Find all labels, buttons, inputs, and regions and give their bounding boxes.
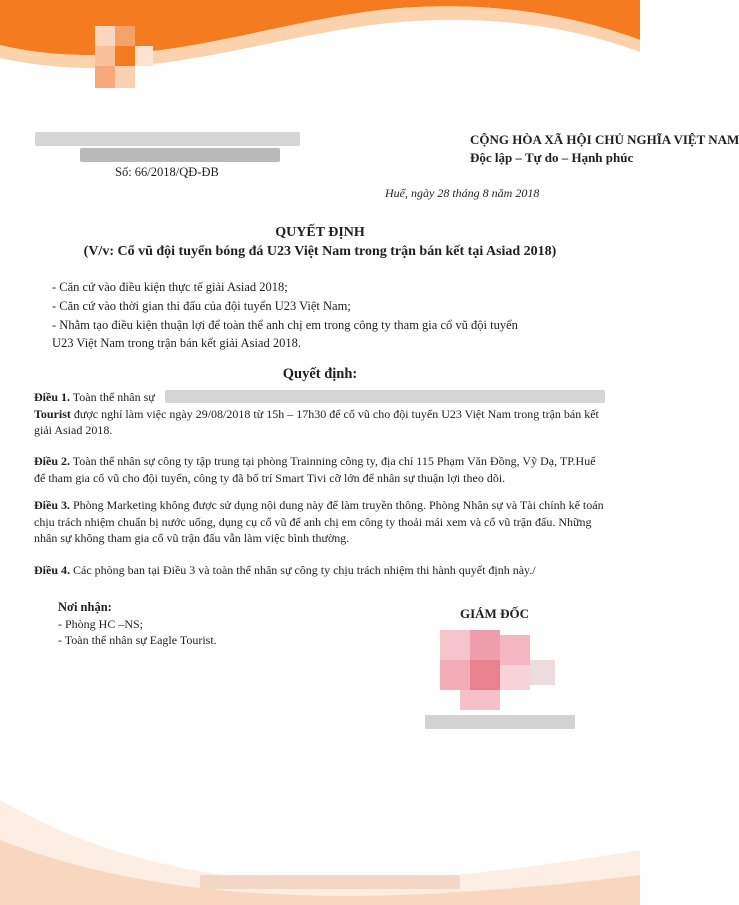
redacted-company-name-article	[165, 390, 605, 403]
basis-line-4: U23 Việt Nam trong trận bán kết giải Asiad 2018.	[52, 336, 301, 350]
article-2	[34, 453, 606, 486]
article-2-text: Toàn thể nhân sự công ty tập trung tại phòng Trainning công ty, địa chỉ 115 Phạm Văn Đồng, Vỹ Dạ, TP.Huế để tham gia cổ vũ cho đội tuyển, công ty đã bố trí Smart Tivi cỡ lớn để nhân sự thuận lợi theo dõi.	[34, 454, 596, 485]
article-4-text: Các phòng ban tại Điều 3 và toàn thể nhân sự công ty chịu trách nhiệm thi hành quyết định này./	[73, 563, 536, 577]
place-date: Huế, ngày 28 tháng 8 năm 2018	[385, 186, 540, 200]
article-1-label: Điều 1.	[34, 390, 70, 404]
article-3-text: Phòng Marketing không được sử dụng nội dung này để làm truyền thông. Phòng Nhân sự và Tài chính kế toán chịu trách nhiệm chuẩn bị nước uống, dụng cụ cổ vũ để anh chị em công ty thoải mái xem và cổ vũ trận đấu. Những nhân sự không tham gia cổ vũ trận đấu vẫn làm việc bình thường.	[34, 498, 604, 545]
article-3	[34, 497, 606, 547]
article-1-bold: Tourist	[34, 406, 71, 421]
signature-stamp	[420, 620, 580, 740]
nation-heading: CỘNG HÒA XÃ HỘI CHỦ NGHĨA VIỆT NAM	[470, 132, 739, 147]
article-4-label: Điều 4.	[34, 563, 70, 577]
decides-heading: Quyết định:	[282, 366, 358, 382]
motto-heading: Độc lập – Tự do – Hạnh phúc	[470, 150, 634, 165]
basis-line-1: - Căn cứ vào điều kiện thực tế giải Asiad 2018;	[52, 280, 288, 294]
recipient-item: - Toàn thể nhân sự Eagle Tourist.	[58, 633, 217, 647]
document-title: QUYẾT ĐỊNH	[275, 225, 365, 240]
document-number: Số: 66/2018/QĐ-ĐB	[115, 165, 219, 179]
redacted-company-name	[35, 132, 300, 146]
article-3-label: Điều 3.	[34, 498, 70, 512]
basis-line-2: - Căn cứ vào thời gian thi đấu của đội tuyển U23 Việt Nam;	[52, 299, 351, 313]
article-2-label: Điều 2.	[34, 454, 70, 468]
signer-title: GIÁM ĐỐC	[460, 606, 529, 621]
article-1-text: được nghỉ làm việc ngày 29/08/2018 từ 15h – 17h30 để cổ vũ cho đội tuyển U23 Việt Nam trong trận bán kết giải Asiad 2018.	[34, 406, 599, 437]
basis-line-3: - Nhằm tạo điều kiện thuận lợi để toàn thể anh chị em trong công ty tham gia cổ vũ đội tuyển	[52, 318, 518, 332]
company-logo	[95, 26, 153, 88]
footer-redacted	[200, 875, 460, 889]
article-4	[34, 562, 606, 579]
redacted-company-name-2	[80, 148, 280, 162]
document-subject: (V/v: Cổ vũ đội tuyển bóng đá U23 Việt Nam trong trận bán kết tại Asiad 2018)	[83, 244, 557, 259]
recipient-item: - Phòng HC –NS;	[58, 617, 144, 631]
recipients-title: Nơi nhận:	[58, 600, 112, 614]
article-1-lead: Toàn thể nhân sự	[72, 390, 155, 404]
